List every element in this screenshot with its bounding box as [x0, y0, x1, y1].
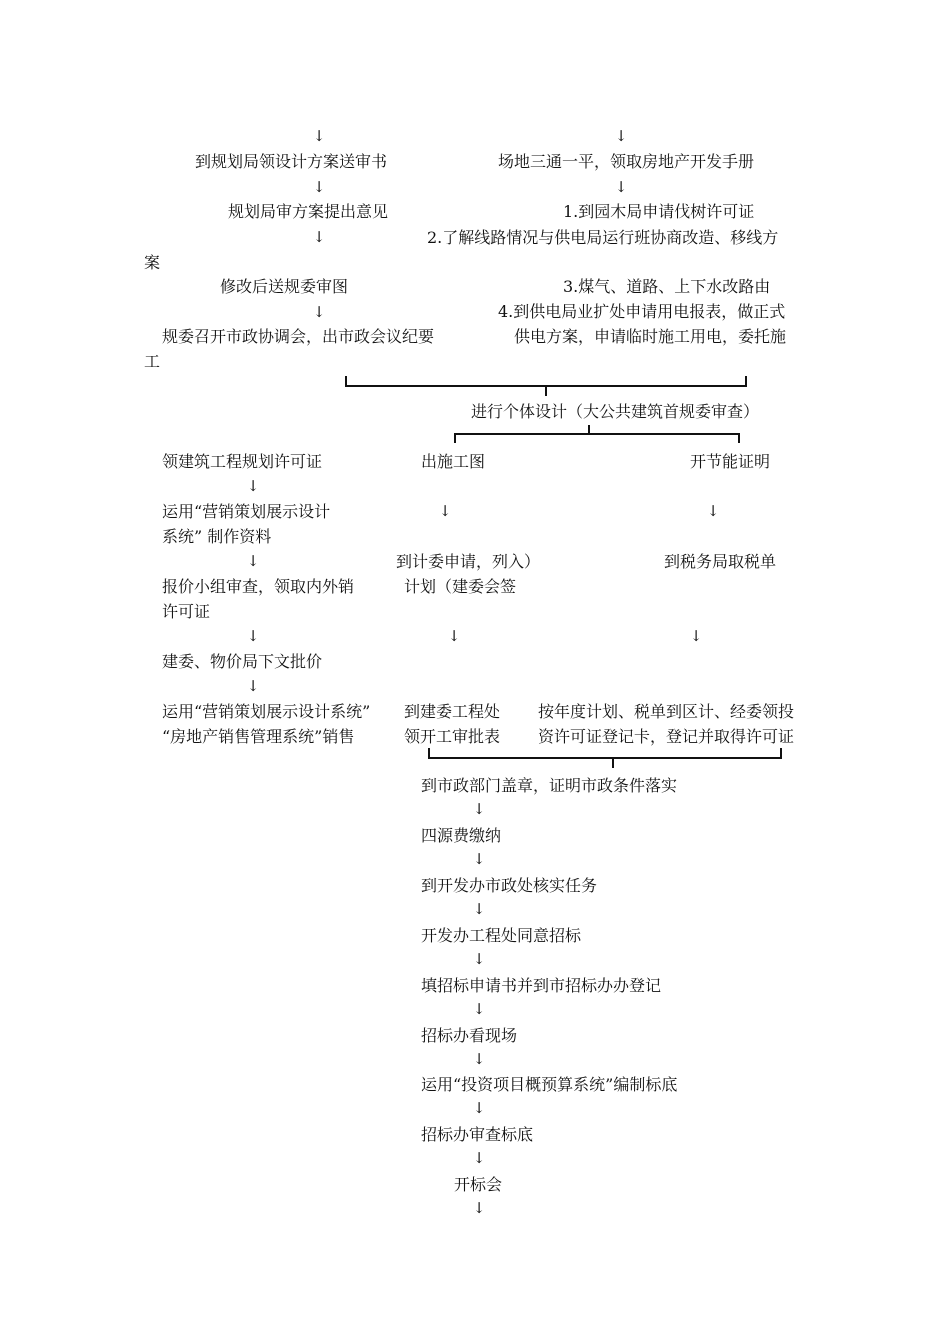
step-verify-task: 到开发办市政处核实任务: [421, 876, 598, 895]
step-coordination-meeting: 规委召开市政协调会，出市政会议纪要: [162, 327, 435, 346]
merge-bracket-top: [346, 376, 746, 396]
down-arrow-icon: ↓: [472, 1149, 486, 1167]
down-arrow-icon: ↓: [246, 677, 260, 695]
down-arrow-icon: ↓: [246, 627, 260, 645]
step-sales-line2: “房地产销售管理系统”销售: [162, 727, 355, 746]
down-arrow-icon: ↓: [472, 900, 486, 918]
step-base-price: 运用“投资项目概预算系统”编制标底: [421, 1075, 678, 1094]
down-arrow-icon: ↓: [472, 1199, 486, 1217]
step-power-line-wrap: 案: [144, 253, 161, 272]
down-arrow-icon: ↓: [689, 627, 703, 645]
down-arrow-icon: ↓: [706, 502, 720, 520]
step-individual-design: 进行个体设计（大公共建筑首规委审查）: [471, 402, 760, 421]
down-arrow-icon: ↓: [312, 303, 326, 321]
down-arrow-icon: ↓: [312, 228, 326, 246]
step-investment-permit-line1: 按年度计划、税单到区计、经委领投: [538, 702, 795, 721]
step-tree-permit: 1.到园木局申请伐树许可证: [563, 202, 755, 221]
down-arrow-icon: ↓: [614, 127, 628, 145]
step-power-application-line2: 供电方案，申请临时施工用电，委托施: [514, 327, 787, 346]
down-arrow-icon: ↓: [472, 850, 486, 868]
step-planning-permit: 领建筑工程规划许可证: [162, 452, 323, 471]
merge-bracket-permits: [429, 748, 781, 768]
down-arrow-icon: ↓: [438, 502, 452, 520]
step-construction-drawings: 出施工图: [421, 452, 486, 471]
split-bracket-design: [455, 425, 739, 443]
step-price-review-line2: 许可证: [162, 602, 211, 621]
step-scheme-review: 规划局审方案提出意见: [228, 202, 389, 221]
step-plan-application-line2: 计划（建委会签: [404, 577, 517, 596]
step-design-scheme: 到规划局领设计方案送审书: [195, 152, 388, 171]
step-energy-certificate: 开节能证明: [690, 452, 771, 471]
down-arrow-icon: ↓: [472, 950, 486, 968]
step-utility-rerouting: 3.煤气、道路、上下水改路由: [563, 277, 771, 296]
step-price-review-line1: 报价小组审查，领取内外销: [162, 577, 355, 596]
step-tender-registration: 填招标申请书并到市招标办办登记: [421, 976, 662, 995]
down-arrow-icon: ↓: [472, 1099, 486, 1117]
step-investment-permit-line2: 资许可证登记卡，登记并取得许可证: [538, 727, 795, 746]
down-arrow-icon: ↓: [312, 127, 326, 145]
down-arrow-icon: ↓: [472, 1000, 486, 1018]
down-arrow-icon: ↓: [246, 477, 260, 495]
step-submit-drawings: 修改后送规委审图: [220, 277, 349, 296]
step-site-visit: 招标办看现场: [421, 1026, 518, 1045]
step-tender-consent: 开发办工程处同意招标: [421, 926, 582, 945]
step-sales-line1: 运用“营销策划展示设计系统”: [162, 702, 371, 721]
step-price-approval: 建委、物价局下文批价: [162, 652, 323, 671]
step-base-price-review: 招标办审查标底: [421, 1125, 534, 1144]
step-marketing-materials-line2: 系统” 制作资料: [162, 527, 272, 546]
step-municipal-stamp: 到市政部门盖章，证明市政条件落实: [421, 776, 678, 795]
down-arrow-icon: ↓: [447, 627, 461, 645]
step-power-line-coordination: 2.了解线路情况与供电局运行班协商改造、移线方: [427, 228, 779, 247]
down-arrow-icon: ↓: [246, 552, 260, 570]
step-power-application-wrap: 工: [144, 352, 161, 371]
down-arrow-icon: ↓: [614, 178, 628, 196]
step-construction-approval-line1: 到建委工程处: [404, 702, 501, 721]
step-tax-receipt: 到税务局取税单: [664, 552, 777, 571]
down-arrow-icon: ↓: [312, 178, 326, 196]
down-arrow-icon: ↓: [472, 800, 486, 818]
step-marketing-materials-line1: 运用“营销策划展示设计: [162, 502, 331, 521]
step-bid-opening: 开标会: [454, 1175, 503, 1194]
down-arrow-icon: ↓: [472, 1050, 486, 1068]
step-site-preparation: 场地三通一平，领取房地产开发手册: [498, 152, 755, 171]
step-power-application-line1: 4.到供电局业扩处申请用电报表，做正式: [498, 302, 786, 321]
step-four-source-fee: 四源费缴纳: [421, 826, 502, 845]
step-plan-application-line1: 到计委申请，列入）: [396, 552, 541, 571]
step-construction-approval-line2: 领开工审批表: [404, 727, 501, 746]
